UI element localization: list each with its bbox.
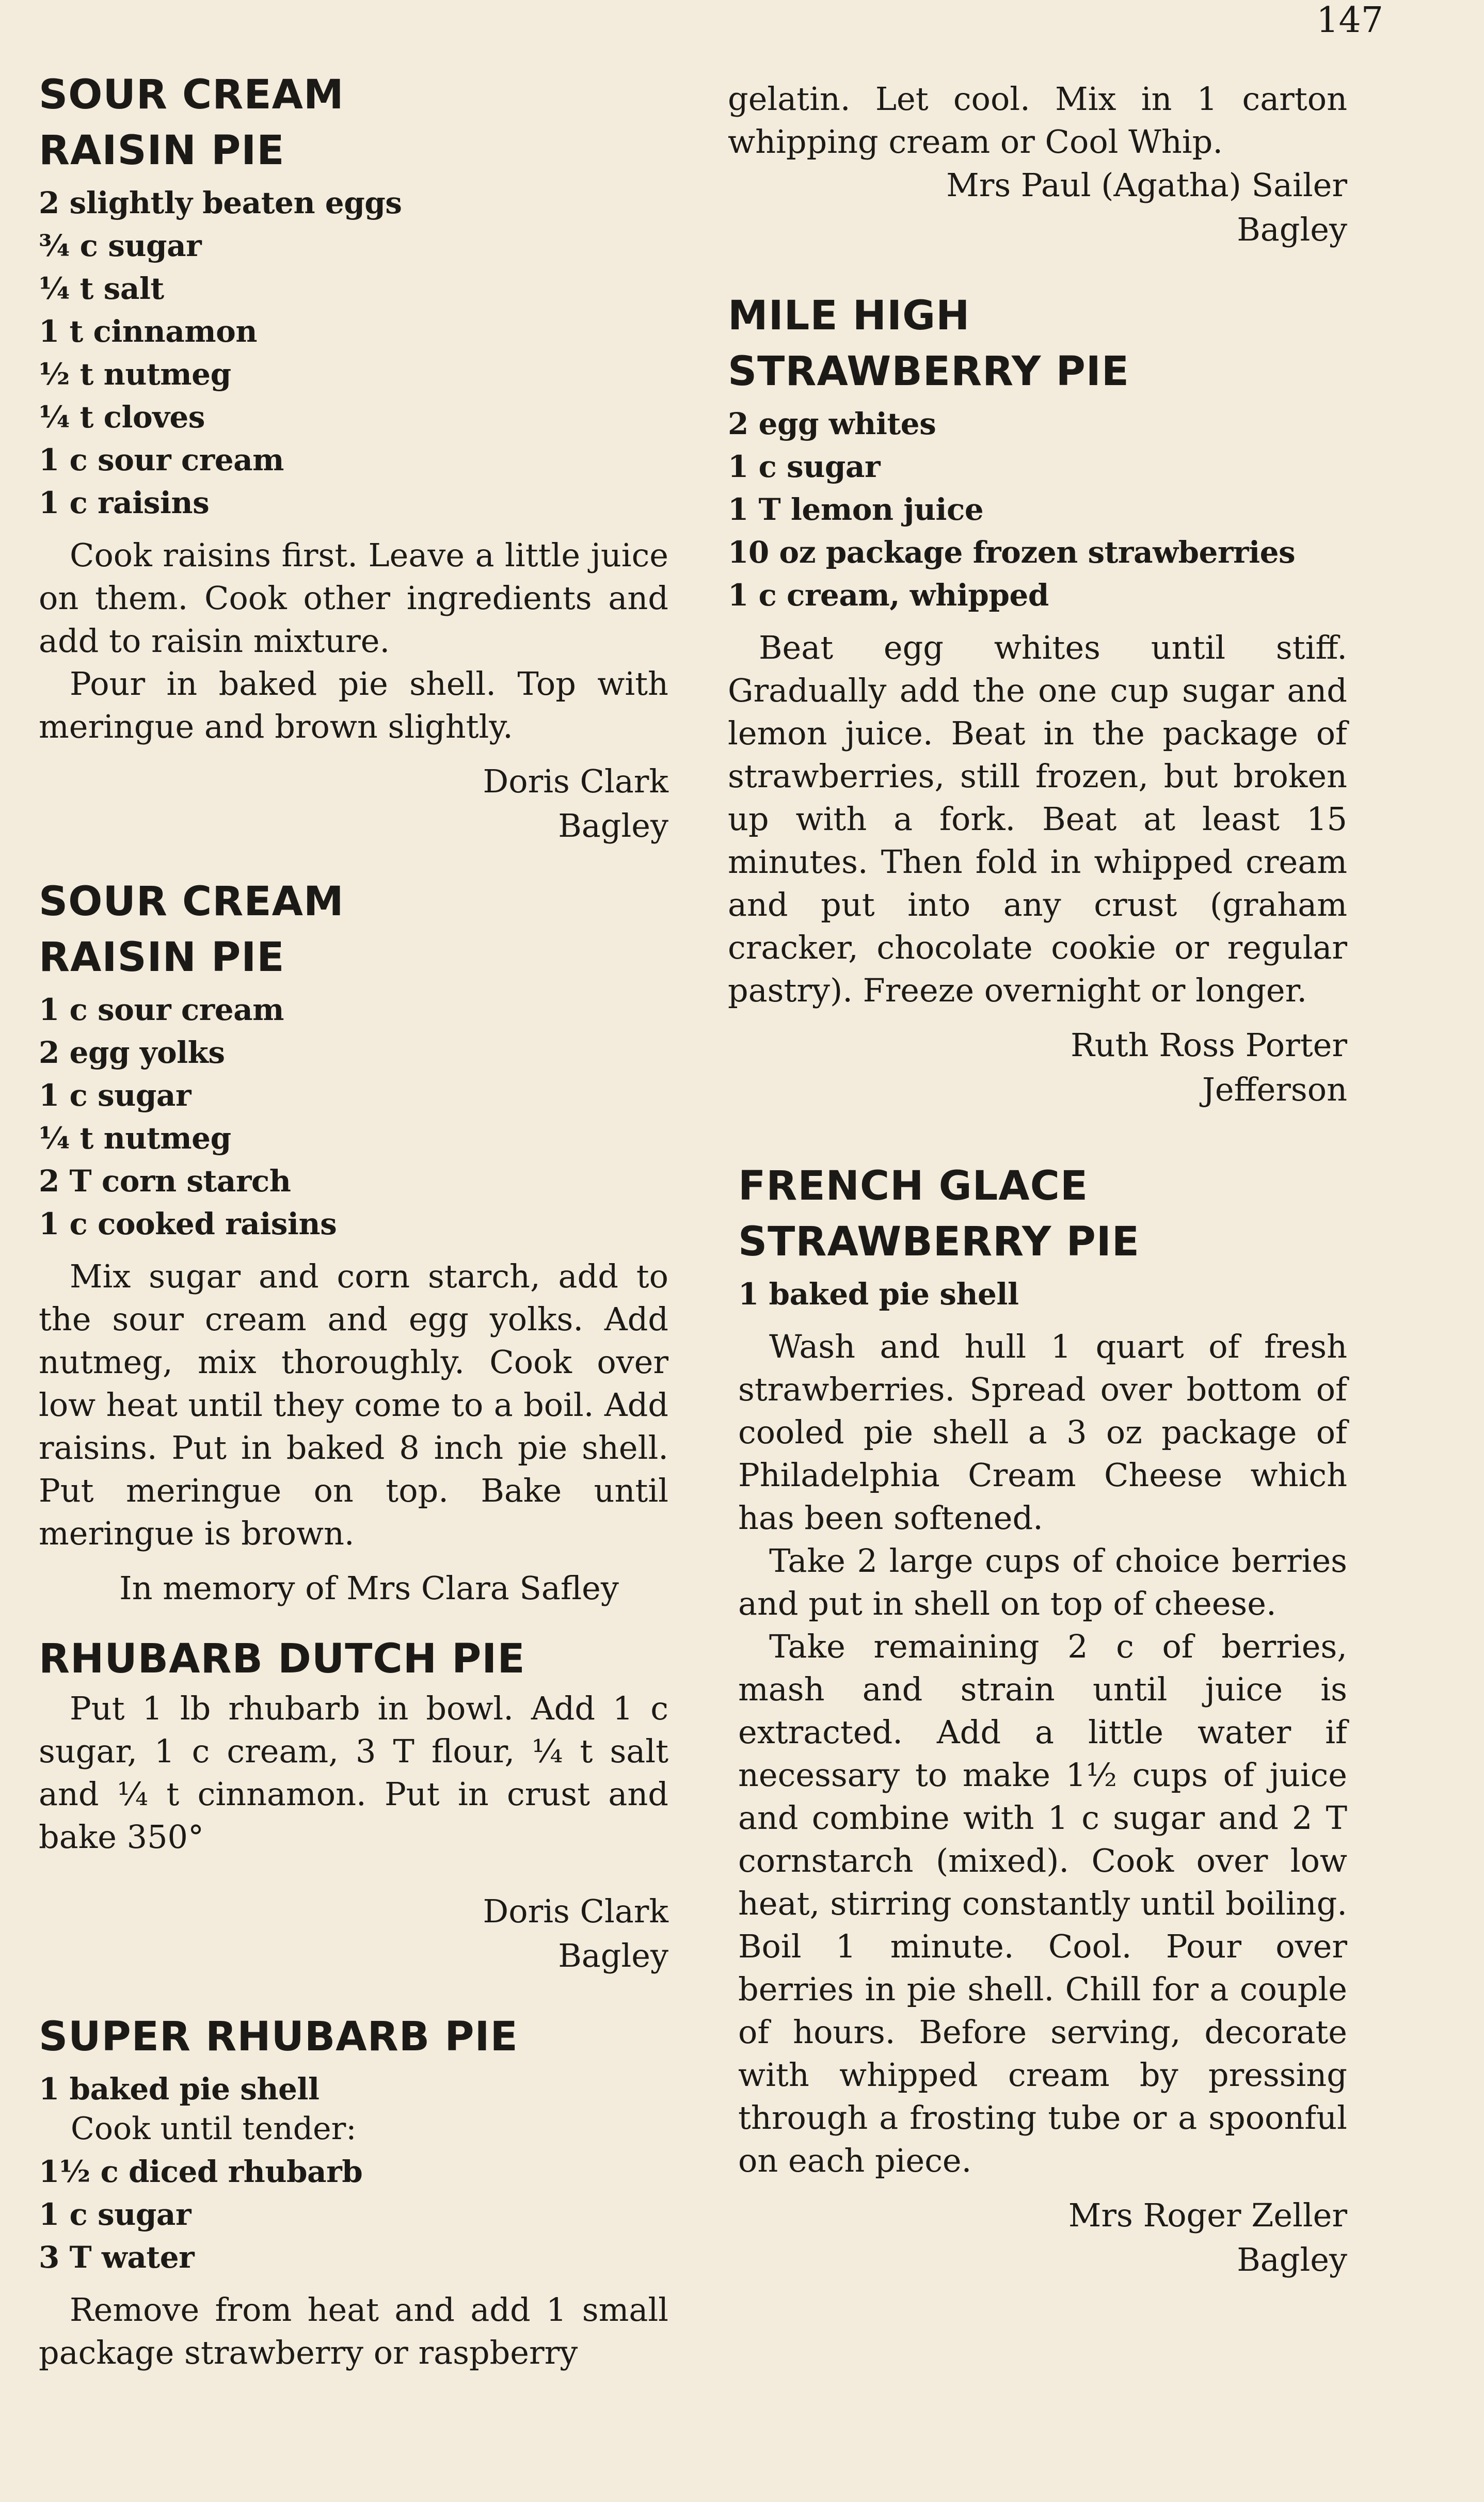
ingredient: 2 T corn starch bbox=[39, 1164, 291, 1199]
instruction-paragraph: Wash and hull 1 quart of fresh strawberries. Spread over bottom of cooled pie shell a 3 oz package of Philadelphia Cream Cheese which has been softened. bbox=[738, 1328, 1347, 1537]
recipe-french-glace-strawberry-pie bbox=[738, 1158, 1347, 2282]
attribution-name: Mrs Paul (Agatha) Sailer bbox=[946, 166, 1347, 204]
ingredient-list bbox=[39, 2150, 668, 2279]
ingredient: 10 oz package frozen strawberries bbox=[728, 535, 1296, 570]
attribution-place: Jefferson bbox=[1202, 1071, 1347, 1108]
recipe-title-line-2: STRAWBERRY PIE bbox=[738, 1219, 1140, 1265]
recipe-title-line-2: RAISIN PIE bbox=[39, 128, 285, 174]
ingredient: 2 egg yolks bbox=[39, 1035, 225, 1070]
ingredient: ¾ c sugar bbox=[39, 228, 202, 263]
ingredient: ¼ t nutmeg bbox=[39, 1121, 231, 1156]
attribution-name: Ruth Ross Porter bbox=[1071, 1026, 1347, 1064]
instruction-paragraph: Remove from heat and add 1 small package strawberry or raspberry bbox=[39, 2291, 668, 2371]
recipe-title-line-1: FRENCH GLACE bbox=[738, 1163, 1089, 1209]
recipe-title-line-1: SOUR CREAM bbox=[39, 879, 344, 925]
ingredient: 1 c sour cream bbox=[39, 992, 284, 1027]
attribution-place: Bagley bbox=[1237, 211, 1347, 248]
attribution-name: Doris Clark bbox=[483, 1892, 668, 1930]
attribution bbox=[738, 2193, 1347, 2282]
ingredient: ½ t nutmeg bbox=[39, 357, 231, 392]
ingredient-list bbox=[39, 989, 668, 1246]
attribution-place: Bagley bbox=[558, 807, 668, 844]
ingredient: 1 c sugar bbox=[728, 449, 881, 484]
attribution-place: Bagley bbox=[1237, 2241, 1347, 2278]
attribution-place: Bagley bbox=[558, 1937, 668, 1974]
recipe-mile-high-strawberry-pie bbox=[728, 288, 1347, 1112]
attribution-name: Mrs Roger Zeller bbox=[1068, 2196, 1347, 2234]
attribution-name: Doris Clark bbox=[483, 762, 668, 800]
recipe-rhubarb-dutch-pie bbox=[39, 1631, 668, 1978]
instruction-paragraph: Cook raisins first. Leave a little juice on them. Cook other ingredients and add to raisin mixture. bbox=[39, 536, 668, 660]
instruction-paragraph: Beat egg whites until stiff. Gradually add the one cup sugar and lemon juice. Beat in the package of strawberries, still frozen, but broken up with a fork. Beat at least 15 minutes. Then fold in whipped cream and put into any crust (graham cracker, chocolate cookie or regular pastry). Freeze overnight or longer. bbox=[728, 629, 1347, 1009]
ingredient: 1 baked pie shell bbox=[39, 2071, 320, 2107]
recipe-title-line-2: STRAWBERRY PIE bbox=[728, 348, 1130, 395]
page-number: 147 bbox=[1316, 0, 1383, 41]
instruction-paragraph: gelatin. Let cool. Mix in 1 carton whipping cream or Cool Whip. bbox=[728, 80, 1347, 161]
attribution bbox=[39, 759, 668, 848]
ingredient: 1 baked pie shell bbox=[738, 1277, 1019, 1312]
ingredient: 1 c cooked raisins bbox=[39, 1206, 337, 1241]
recipe-super-rhubarb-pie-continued bbox=[728, 77, 1347, 252]
instruction-paragraph: Put 1 lb rhubarb in bowl. Add 1 c sugar, 1 c cream, 3 T flour, ¼ t salt and ¼ t cinnamon. Put in crust and bake 350° bbox=[39, 1690, 668, 1856]
ingredient-list bbox=[728, 403, 1347, 617]
recipe-title-line-2: RAISIN PIE bbox=[39, 934, 285, 981]
ingredient: 1 c cream, whipped bbox=[728, 578, 1049, 613]
attribution bbox=[728, 163, 1347, 252]
ingredient: 2 egg whites bbox=[728, 406, 936, 441]
instruction-paragraph: Take 2 large cups of choice berries and put in shell on top of cheese. bbox=[738, 1542, 1347, 1622]
ingredient: ¼ t cloves bbox=[39, 400, 205, 435]
ingredient: 1 c raisins bbox=[39, 485, 210, 520]
instruction-paragraph: Mix sugar and corn starch, add to the sour cream and egg yolks. Add nutmeg, mix thoroughly. Cook over low heat until they come to a boil. Add raisins. Put in baked 8 inch pie shell. Put meringue on top. Bake until meringue is brown. bbox=[39, 1257, 668, 1552]
ingredient-list bbox=[39, 182, 668, 524]
ingredient: 1 c sugar bbox=[39, 1078, 192, 1113]
recipe-sour-cream-raisin-pie-1 bbox=[39, 67, 668, 848]
ingredient-list bbox=[738, 1273, 1347, 1316]
ingredient: 1½ c diced rhubarb bbox=[39, 2154, 363, 2189]
right-column bbox=[728, 77, 1347, 2344]
ingredient: ¼ t salt bbox=[39, 271, 164, 306]
attribution bbox=[39, 1889, 668, 1978]
ingredient-subheading: Cook until tender: bbox=[71, 2111, 357, 2147]
recipe-super-rhubarb-pie bbox=[39, 2009, 668, 2374]
ingredient: 1 c sour cream bbox=[39, 442, 284, 477]
ingredient: 2 slightly beaten eggs bbox=[39, 185, 402, 220]
ingredient: 3 T water bbox=[39, 2240, 195, 2275]
ingredient: 1 T lemon juice bbox=[728, 492, 984, 527]
recipe-title: SUPER RHUBARB PIE bbox=[39, 2014, 518, 2060]
instruction-paragraph: Take remaining 2 c of berries, mash and strain until juice is extracted. Add a little water if necessary to make 1½ cups of juice and combine with 1 c sugar and 2 T cornstarch (mixed). Cook over low heat, stirring constantly until boiling. Boil 1 minute. Cool. Pour over berries in pie shell. Chill for a couple of hours. Before serving, decorate with whipped cream by pressing through a frosting tube or a spoonful on each piece. bbox=[738, 1628, 1347, 2179]
recipe-title-line-1: MILE HIGH bbox=[728, 293, 970, 339]
attribution bbox=[728, 1023, 1347, 1112]
recipe-title-line-1: SOUR CREAM bbox=[39, 72, 344, 118]
recipe-title: RHUBARB DUTCH PIE bbox=[39, 1636, 525, 1682]
instruction-paragraph: Pour in baked pie shell. Top with meringue and brown slightly. bbox=[39, 665, 668, 745]
attribution: In memory of Mrs Clara Safley bbox=[119, 1569, 619, 1607]
left-column bbox=[39, 67, 668, 2436]
ingredient-list bbox=[39, 2068, 668, 2111]
ingredient: 1 t cinnamon bbox=[39, 314, 258, 349]
recipe-sour-cream-raisin-pie-2 bbox=[39, 874, 668, 1611]
ingredient: 1 c sugar bbox=[39, 2197, 192, 2232]
